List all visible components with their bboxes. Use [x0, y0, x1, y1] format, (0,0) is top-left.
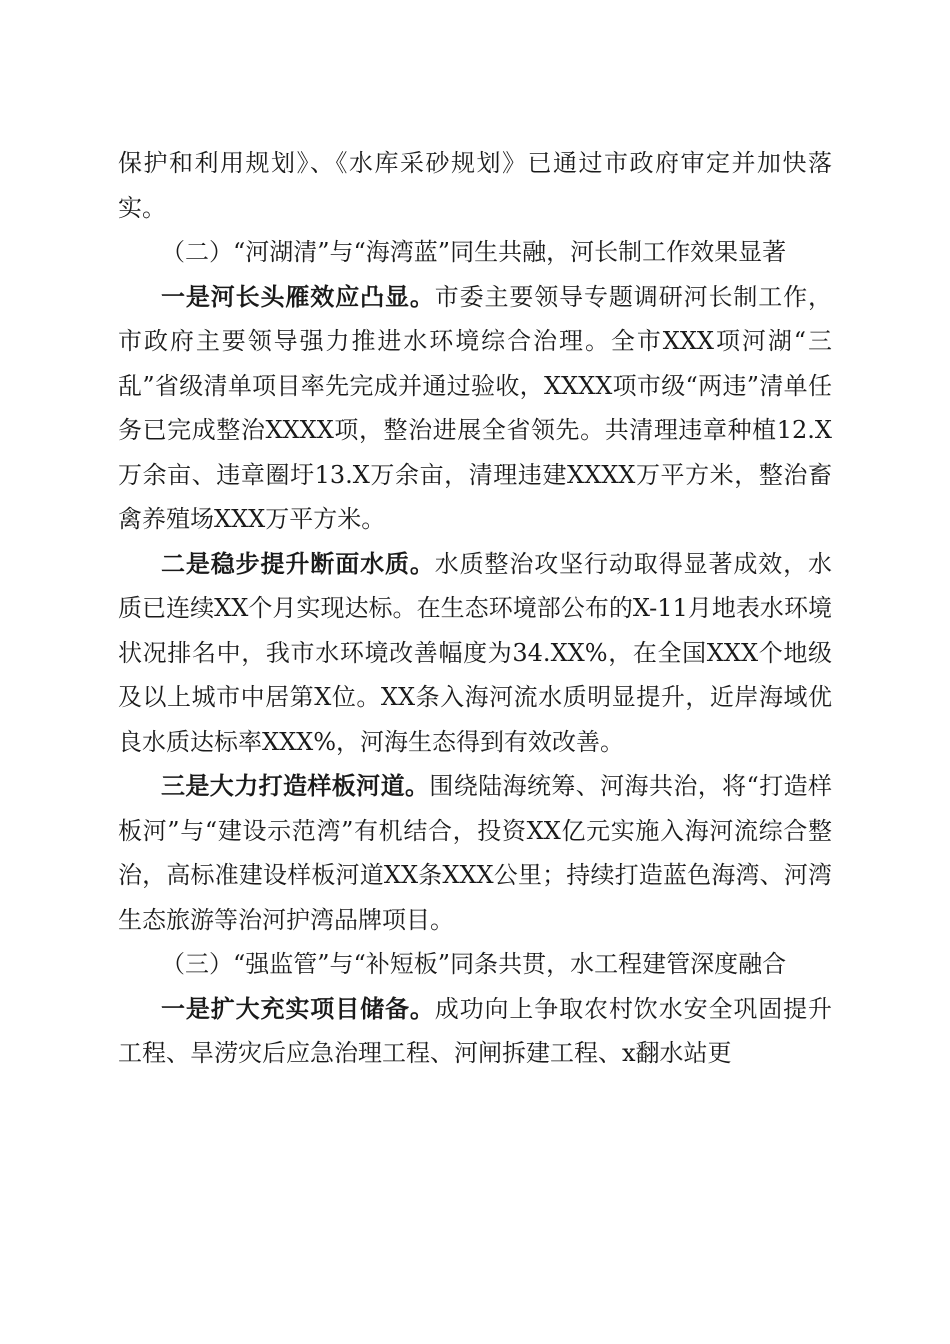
section-2-paragraph-2	[118, 542, 832, 765]
paragraph-lead: 三是大力打造样板河道。	[161, 771, 430, 800]
paragraph-lead: 一是扩大充实项目储备。	[161, 993, 435, 1023]
section-2-paragraph-1	[118, 275, 832, 542]
continuation-paragraph: 保护和利用规划》、《水库采砂规划》已通过市政府审定并加快落实。	[118, 149, 832, 222]
section-2-heading: （二）“河湖清”与“海湾蓝”同生共融，河长制工作效果显著	[161, 238, 787, 266]
paragraph-body: 水质整治攻坚行动取得显著成效，水质已连续XX个月实现达标。在生态环境部公布的X-11月地表水环境状况排名中，我市水环境改善幅度为34.XX%，在全国XXX个地级及以上城市中居第X位。XX条入海河流水质明显提升，近岸海域优良水质达标率XXX%，河海生态得到有效改善。	[118, 549, 833, 756]
section-3-paragraph-1	[118, 987, 832, 1076]
paragraph-lead: 一是河长头雁效应凸显。	[161, 281, 435, 311]
paragraph-body: 成功向上争取农村饮水安全巩固提升工程、旱涝灾后应急治理工程、河闸拆建工程、x翻水站更	[118, 994, 833, 1067]
paragraph-body: 围绕陆海统筹、河海共治，将“打造样板河”与“建设示范湾”有机结合，投资XX亿元实施入海河流综合整治，高标准建设样板河道XX条XXX公里；持续打造蓝色海湾、河湾生态旅游等治河护湾品牌项目。	[118, 772, 832, 934]
section-2-paragraph-3	[118, 764, 832, 942]
paragraph-lead: 二是稳步提升断面水质。	[161, 548, 435, 578]
document-body	[118, 141, 832, 1076]
section-3-heading: （三）“强监管”与“补短板”同条共贯，水工程建管深度融合	[161, 950, 787, 978]
paragraph-body: 市委主要领导专题调研河长制工作，市政府主要领导强力推进水环境综合治理。全市XXX项河湖“三乱”省级清单项目率先完成并通过验收，XXXX项市级“两违”清单任务已完成整治XXXX项，整治进展全省领先。共清理违章种植12.X万余亩、违章圈圩13.X万余亩，清理违建XXXX万平方米，整治畜禽养殖场XXX万平方米。	[118, 282, 833, 533]
